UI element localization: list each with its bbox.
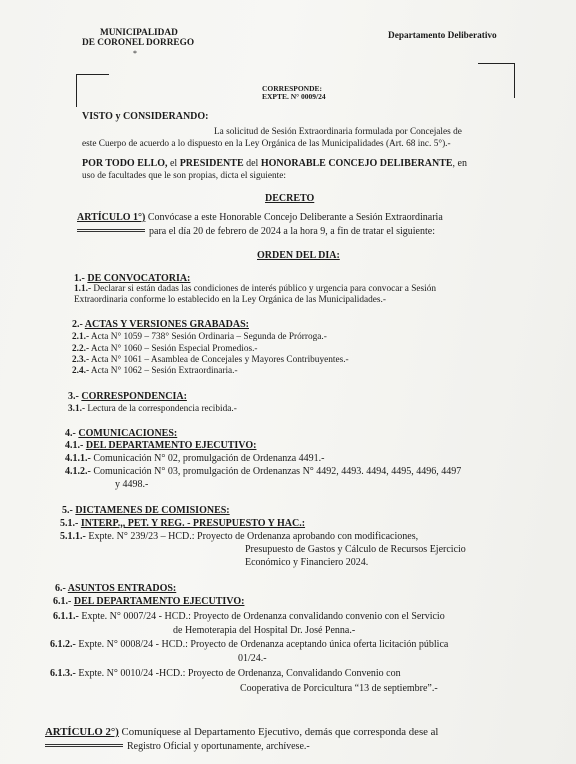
por-todo-line1 bbox=[82, 158, 467, 169]
articulo1-line1 bbox=[77, 212, 443, 223]
articulo2-text2: Registro Oficial y oportunamente, archívese.- bbox=[127, 741, 310, 752]
item-1-1-number: 1.1.- bbox=[74, 284, 92, 294]
section-5-1-number: 5.1.- bbox=[60, 518, 81, 529]
articulo1-text2: para el día 20 de febrero de 2024 a la hora 9, a fin de tratar el siguiente: bbox=[149, 226, 435, 237]
list-item bbox=[72, 366, 238, 376]
section-3-number: 3.- bbox=[68, 391, 82, 402]
item-6-1-2 bbox=[50, 639, 448, 650]
section-1-number: 1.- bbox=[74, 273, 88, 284]
item-text: Acta N° 1060 – Sesión Especial Promedios.- bbox=[89, 344, 258, 354]
item-6-1-2-number: 6.1.2.- bbox=[50, 639, 76, 650]
section-4-subheading bbox=[65, 440, 256, 451]
item-4-1-2-text: Comunicación N° 03, promulgación de Ordenanzas N° 4492, 4493. 4494, 4495, 4496, 4497 bbox=[90, 466, 462, 477]
articulo1-line2 bbox=[77, 226, 435, 237]
articulo2-text1: Comuníquese al Departamento Ejecutivo, demás que corresponda dese al bbox=[118, 726, 439, 738]
item-6-1-3-line2: Cooperativa de Porcicultura “13 de septiembre”.- bbox=[240, 683, 438, 694]
item-text: Acta N° 1062 – Sesión Extraordinaria.- bbox=[89, 366, 238, 376]
item-number: 2.4.- bbox=[72, 366, 90, 376]
section-1-item-line2: Extraordinaria conforme lo establecido en la Ley Orgánica de las Municipalidades.- bbox=[74, 295, 386, 305]
section-4-heading bbox=[65, 428, 177, 439]
section-4-1-number: 4.1.- bbox=[65, 440, 86, 451]
section-3-title: CORRESPONDENCIA: bbox=[81, 391, 187, 402]
item-3-1-number: 3.1.- bbox=[68, 404, 86, 414]
section-6-number: 6.- bbox=[55, 583, 68, 594]
left-corner-mark bbox=[76, 74, 109, 107]
section-6-subheading bbox=[53, 596, 244, 607]
underline-rule bbox=[45, 744, 123, 747]
item-5-1-1-line2: Presupuesto de Gastos y Cálculo de Recursos Ejercicio bbox=[245, 544, 466, 555]
corresponde-label: CORRESPONDE: bbox=[262, 84, 323, 93]
section-2-title: ACTAS Y VERSIONES GRABADAS: bbox=[84, 319, 249, 330]
municipality-name-line1: MUNICIPALIDAD bbox=[100, 28, 178, 38]
item-6-1-1-text: Expte. N° 0007/24 - HCD.: Proyecto de Ordenanza convalidando convenio con el Servicio bbox=[78, 611, 445, 622]
section-1-title: DE CONVOCATORIA: bbox=[87, 273, 191, 284]
municipality-name-line2: DE CORONEL DORREGO bbox=[82, 38, 195, 48]
orden-del-dia-heading: ORDEN DEL DIA: bbox=[257, 250, 340, 261]
underline-rule bbox=[77, 229, 145, 232]
section-6-1-title: DEL DEPARTAMENTO EJECUTIVO: bbox=[73, 596, 245, 607]
item-6-1-3-number: 6.1.3.- bbox=[50, 668, 76, 679]
item-number: 2.2.- bbox=[72, 344, 90, 354]
por-todo-el: el bbox=[167, 158, 180, 169]
visto-line1: La solicitud de Sesión Extraordinaria formulada por Concejales de bbox=[214, 127, 462, 137]
section-5-number: 5.- bbox=[62, 505, 76, 516]
visto-line2: este Cuerpo de acuerdo a lo dispuesto en la Ley Orgánica de las Municipalidades (Art. 68 inc. 5°).- bbox=[82, 139, 451, 149]
item-5-1-1-number: 5.1.1.- bbox=[60, 531, 86, 542]
item-text: Acta N° 1059 – 738° Sesión Ordinaria – Segunda de Prórroga.- bbox=[89, 332, 327, 342]
section-1-item bbox=[74, 284, 436, 294]
list-item bbox=[72, 332, 327, 342]
articulo1-label: ARTÍCULO 1°) bbox=[77, 212, 146, 223]
item-6-1-1-line2: de Hemoterapia del Hospital Dr. José Penna.- bbox=[173, 625, 356, 636]
star-ornament: * bbox=[133, 49, 137, 58]
item-4-1-2 bbox=[65, 466, 461, 477]
honorable-concejo: HONORABLE CONCEJO DELIBERANTE bbox=[260, 158, 453, 169]
expte-number: EXPTE. N° 0009/24 bbox=[262, 92, 326, 101]
section-4-number: 4.- bbox=[65, 428, 79, 439]
item-5-1-1-text: Expte. N° 239/23 – HCD.: Proyecto de Ordenanza aprobando con modificaciones, bbox=[85, 531, 419, 542]
item-number: 2.3.- bbox=[72, 355, 90, 365]
item-5-1-1 bbox=[60, 531, 418, 542]
right-corner-mark bbox=[478, 63, 515, 98]
section-6-1-number: 6.1.- bbox=[53, 596, 74, 607]
item-4-1-1-text: Comunicación N° 02, promulgación de Ordenanza 4491.- bbox=[90, 453, 325, 464]
articulo2-label: ARTÍCULO 2°) bbox=[45, 726, 119, 738]
por-todo-tail: , en bbox=[452, 158, 467, 169]
item-text: Acta N° 1061 – Asamblea de Concejales y Mayores Contribuyentes.- bbox=[89, 355, 349, 365]
item-number: 2.1.- bbox=[72, 332, 90, 342]
item-6-1-3-text: Expte. N° 0010/24 -HCD.: Proyecto de Ordenanza, Convalidando Convenio con bbox=[75, 668, 401, 679]
department-label: Departamento Deliberativo bbox=[388, 31, 497, 41]
section-3-heading bbox=[68, 391, 187, 402]
section-3-item bbox=[68, 404, 237, 414]
articulo2-line2 bbox=[45, 741, 310, 752]
articulo2-line1 bbox=[45, 726, 438, 738]
section-1-heading bbox=[74, 273, 190, 284]
item-4-1-1-number: 4.1.1.- bbox=[65, 453, 91, 464]
articulo1-text1: Convócase a este Honorable Concejo Deliberante a Sesión Extraordinaria bbox=[145, 212, 443, 223]
item-6-1-2-text: Expte. N° 0008/24 - HCD.: Proyecto de Ordenanza aceptando única oferta licitación pública bbox=[75, 639, 449, 650]
presidente-word: PRESIDENTE bbox=[179, 158, 244, 169]
item-6-1-1 bbox=[53, 611, 445, 622]
decreto-heading: DECRETO bbox=[265, 193, 315, 204]
por-todo-line2: uso de facultades que le son propias, dicta el siguiente: bbox=[82, 171, 286, 181]
list-item bbox=[72, 355, 349, 365]
item-1-1-text: Declarar si están dadas las condiciones de interés público y urgencia para convocar a Sesión bbox=[91, 284, 437, 294]
list-item bbox=[72, 344, 258, 354]
visto-title: VISTO y CONSIDERANDO: bbox=[82, 111, 209, 122]
section-5-subheading bbox=[60, 518, 305, 529]
item-6-1-3 bbox=[50, 668, 401, 679]
section-4-1-title: DEL DEPARTAMENTO EJECUTIVO: bbox=[85, 440, 257, 451]
por-todo-lead: POR TODO ELLO, bbox=[82, 158, 168, 169]
section-2-number: 2.- bbox=[72, 319, 85, 330]
section-4-title: COMUNICACIONES: bbox=[78, 428, 178, 439]
item-4-1-1 bbox=[65, 453, 325, 464]
section-6-title: ASUNTOS ENTRADOS: bbox=[67, 583, 177, 594]
item-4-1-2-line2: y 4498.- bbox=[115, 479, 149, 490]
item-4-1-2-number: 4.1.2.- bbox=[65, 466, 91, 477]
section-5-title: DICTAMENES DE COMISIONES: bbox=[75, 505, 230, 516]
item-5-1-1-line3: Económico y Financiero 2024. bbox=[245, 557, 369, 568]
section-2-heading bbox=[72, 319, 249, 330]
por-todo-del: del bbox=[243, 158, 261, 169]
item-6-1-1-number: 6.1.1.- bbox=[53, 611, 79, 622]
item-6-1-2-line2: 01/24.- bbox=[238, 653, 267, 664]
section-6-heading bbox=[55, 583, 176, 594]
section-5-heading bbox=[62, 505, 230, 516]
section-5-1-title: INTERP.,, PET. Y REG. - PRESUPUESTO Y HAC.: bbox=[80, 518, 306, 529]
item-3-1-text: Lectura de la correspondencia recibida.- bbox=[85, 404, 237, 414]
